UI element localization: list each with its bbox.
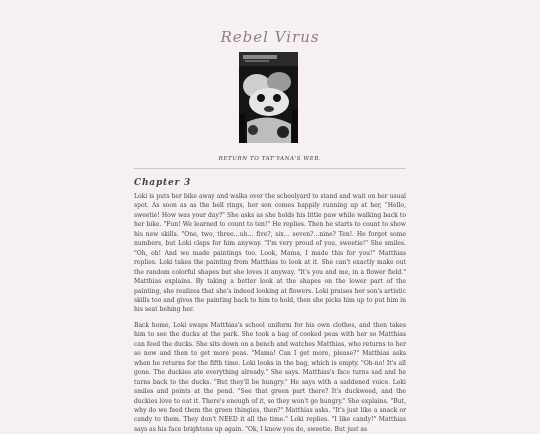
- divider: [134, 168, 406, 169]
- story-body: [134, 192, 406, 433]
- cover-artwork: [239, 52, 298, 143]
- story-paragraph: Loki is puts her bike away and walks over the schoolyard to stand and wait on her usual spot. As soon as as the bell rings, her son comes happily running up at her, "Hello, sweetie! How was your day?" She asks as she holds his little paw while walking back to her bike. "Fun! We learned to count to ten!" He replies. Then he starts to count to show his new skills. "One, two, three…uh… five?, six… seven?…nine? Ten!. He forgot some numbers, but Loki claps for him anyway. "I'm very proud of you, sweetie!" She smiles. "Oh, oh! And we made paintings too. Look, Mama, I made this for you!" Matthias replies. Loki takes the painting from Matthias to look at it. She can't exactly make out the random colorful shapes but she loves it anyway. "It's you and me, in a flower field." Matthias explains. By taking a better look at the shapes on the lower part of the painting, she realizes that she's indeed looking at flowers. Loki praises her son's artistic skills too and gives the painting back to him to hold, then she picks him up to put him in his seat behing her.: [134, 193, 406, 314]
- site-title: Rebel Virus: [220, 28, 320, 46]
- chapter-heading: Chapter 3: [134, 178, 192, 188]
- return-link[interactable]: RETURN TO TAT'YANA'S WEB.: [218, 156, 322, 162]
- cover-image: [239, 52, 298, 143]
- story-paragraph: Back home, Loki swaps Matthias's school uniform for his own clothes, and then takes him to see the ducks at the park. She took a bag of cooked peas with her so Matthias can feed the ducks. She sits down on a bench and watches Matthias, who returns to her so now and then to get more peas. "Mama! Can I get more, please?" Matthias asks when he returns for the fifth time. Loki looks in the bag, which is empty. "Oh-no! It's all gone. The duckies ate everything already." She says. Matthias's face turns sad and he turns back to the ducks. "But they'll be hungry." He says with a saddened voice. Loki smiles and points at the pond. "See that green part there? It's duckweed, and the duckies love to eat it. There's enough of it, so they won't go hungry." She explains. "But, why do we feed them the green thingies, then?" Matthias asks. "It's just like a snack or candy to them. They don't NEED it all the time." Loki replies. "I like candy!" Matthias says as his face brightens up again. "Ok, I know you do, sweetie. But just as: [134, 321, 406, 433]
